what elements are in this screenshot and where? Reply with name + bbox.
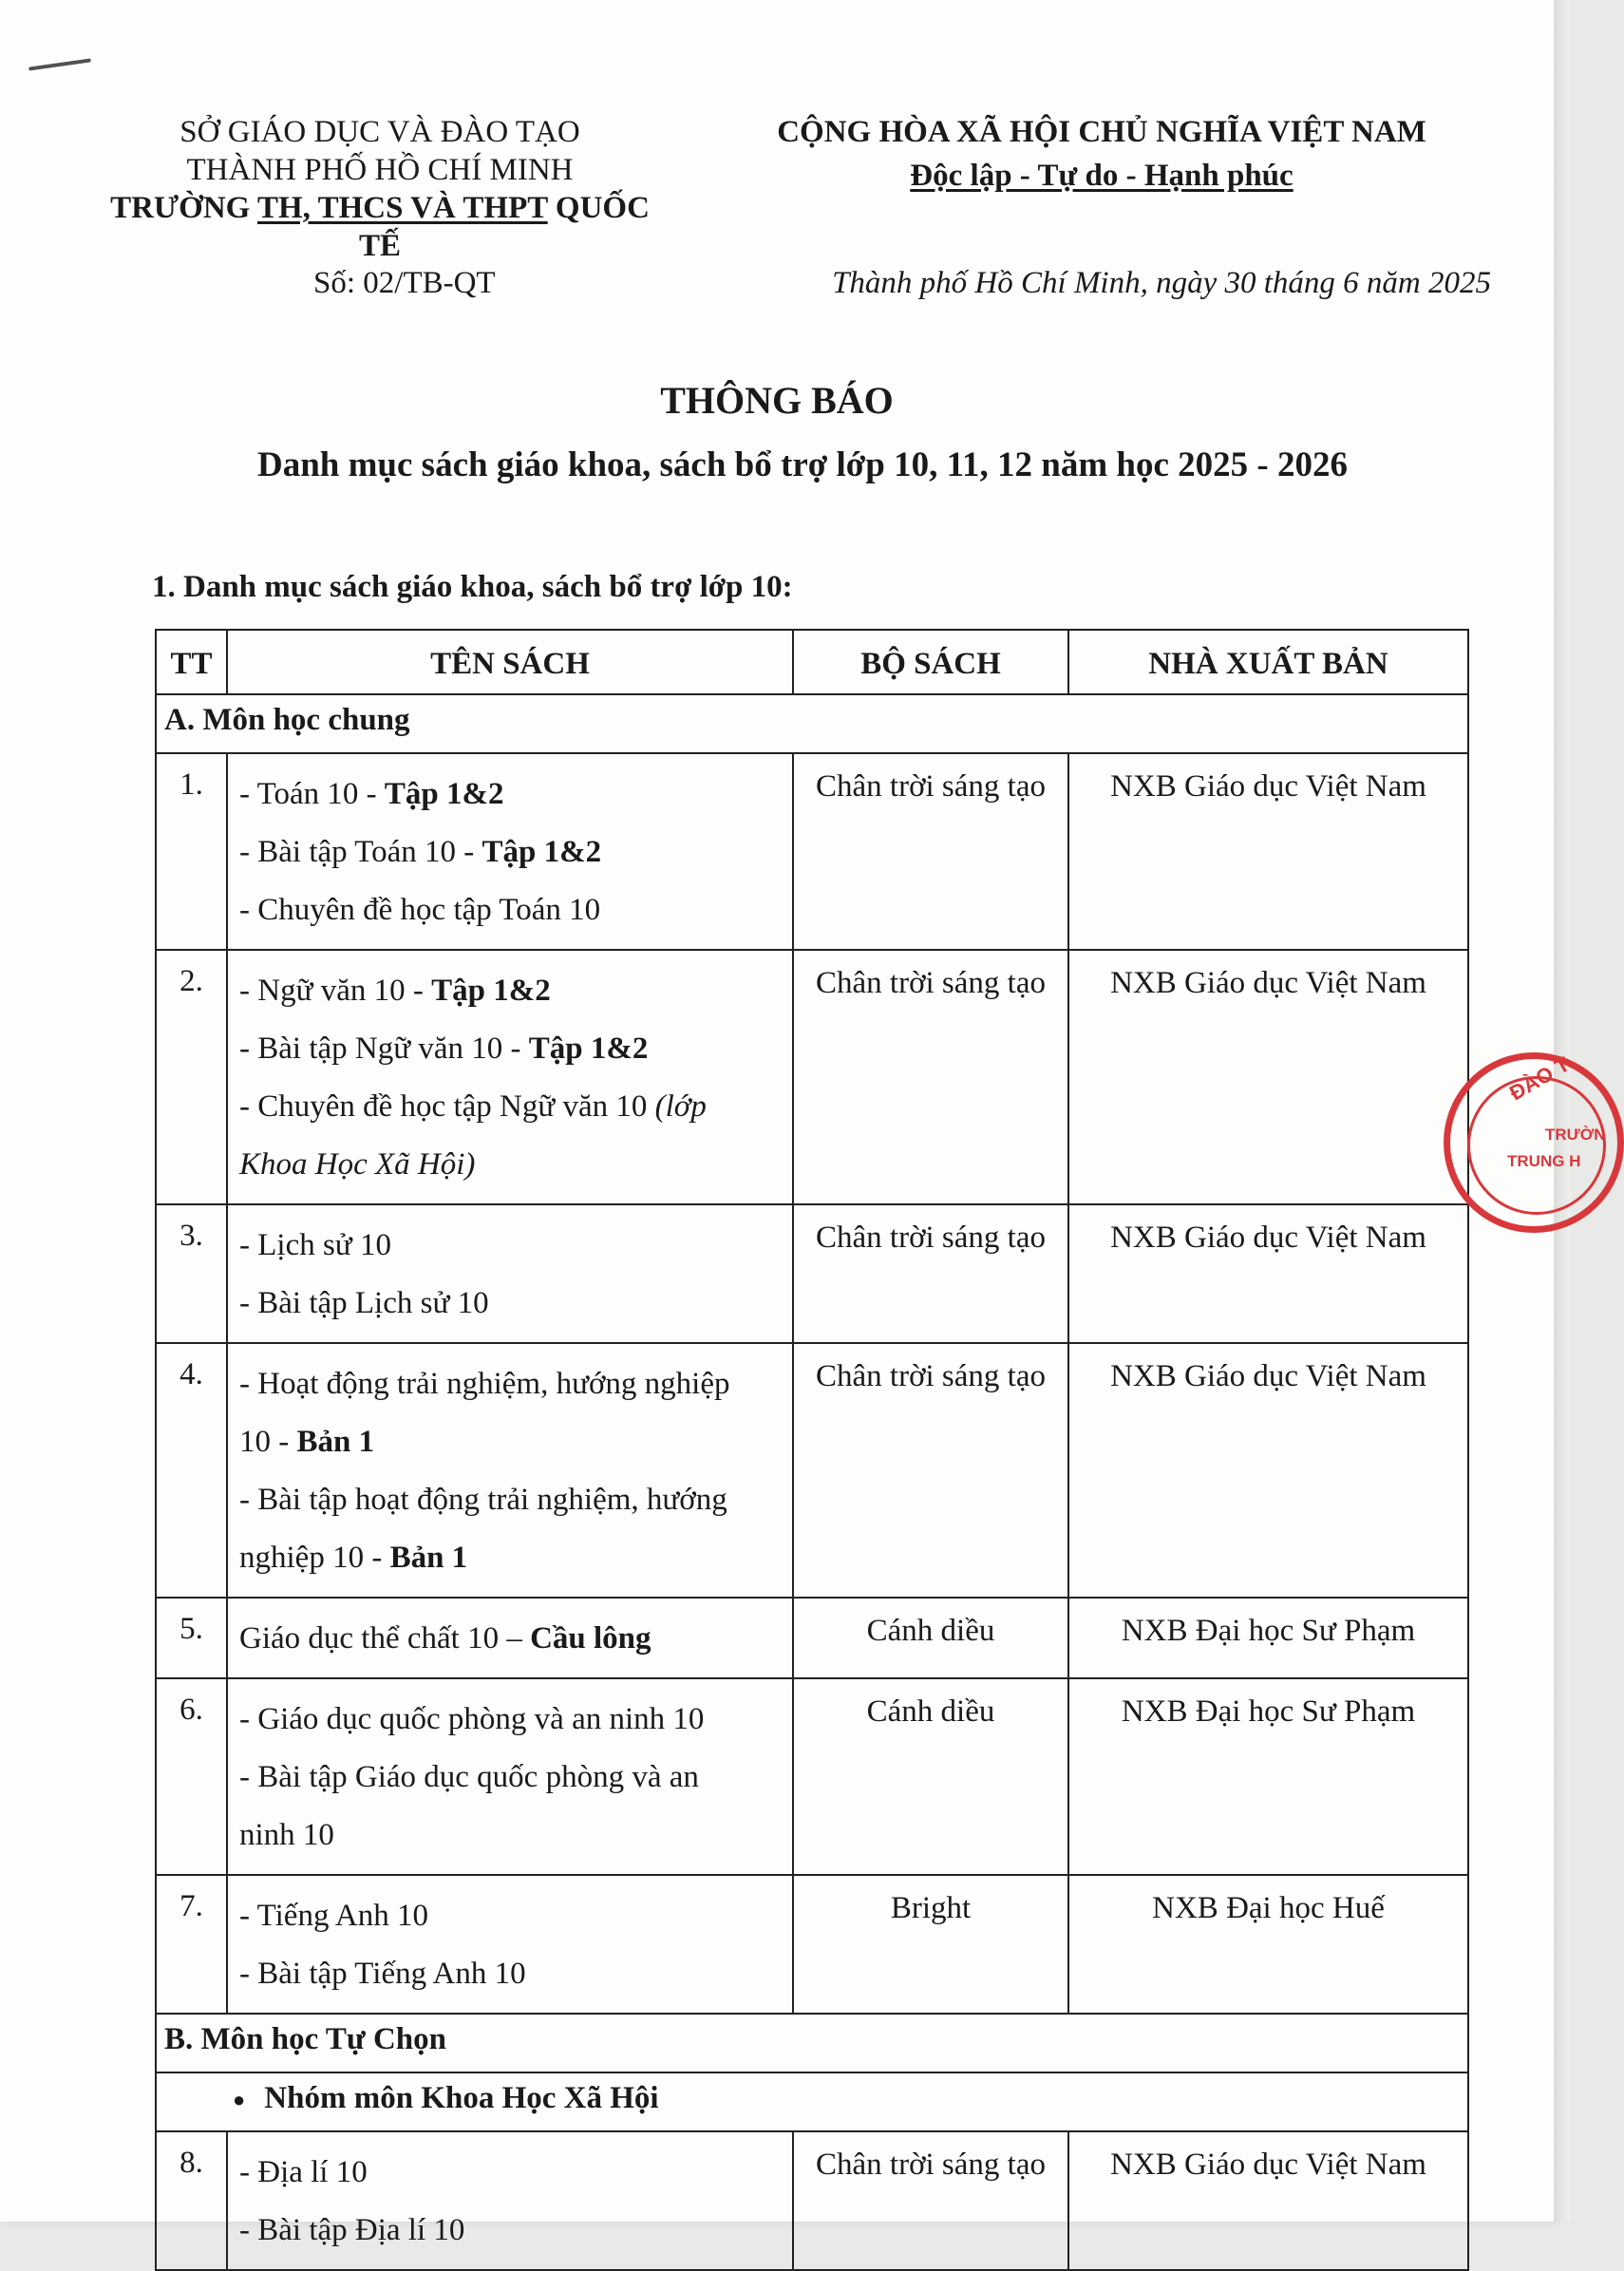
book-line-volume: Tập 1&2 bbox=[482, 835, 602, 869]
row-number: 8. bbox=[156, 2131, 227, 2270]
publisher: NXB Giáo dục Việt Nam bbox=[1068, 753, 1468, 950]
row-number: 3. bbox=[156, 1204, 227, 1343]
subgroup-row bbox=[156, 2072, 1468, 2131]
row-number: 5. bbox=[156, 1598, 227, 1678]
book-names bbox=[227, 1875, 793, 2014]
book-set: Chân trời sáng tạo bbox=[793, 2131, 1068, 2270]
publisher: NXB Giáo dục Việt Nam bbox=[1068, 950, 1468, 1204]
book-line bbox=[239, 1807, 783, 1864]
book-line bbox=[239, 1275, 783, 1333]
table-row bbox=[156, 1875, 1468, 2014]
publisher: NXB Đại học Huế bbox=[1068, 1875, 1468, 2014]
book-line bbox=[239, 1749, 783, 1807]
book-line-volume: Bản 1 bbox=[389, 1541, 468, 1575]
book-line-volume: Tập 1&2 bbox=[384, 777, 504, 811]
book-line-note: (lớp bbox=[654, 1089, 707, 1124]
book-line-volume: Cầu lông bbox=[530, 1621, 651, 1656]
book-line-text: 10 - bbox=[239, 1425, 297, 1459]
table-row bbox=[156, 950, 1468, 1204]
page-title: THÔNG BÁO bbox=[660, 379, 894, 422]
stamp-text-mid: TRƯỜN bbox=[1545, 1126, 1606, 1144]
book-line bbox=[239, 1610, 783, 1668]
school-name bbox=[95, 190, 665, 263]
book-line bbox=[239, 1691, 783, 1749]
national-title: CỘNG HÒA XÃ HỘI CHỦ NGHĨA VIỆT NAM bbox=[777, 115, 1426, 149]
book-set: Bright bbox=[793, 1875, 1068, 2014]
bullet-icon: ● bbox=[233, 2088, 246, 2112]
col-header-name: TÊN SÁCH bbox=[227, 630, 793, 694]
col-header-tt: TT bbox=[156, 630, 227, 694]
publisher: NXB Đại học Sư Phạm bbox=[1068, 1598, 1468, 1678]
book-names bbox=[227, 1343, 793, 1598]
book-line-volume: Tập 1&2 bbox=[431, 974, 551, 1008]
book-line bbox=[239, 1078, 783, 1136]
publisher: NXB Giáo dục Việt Nam bbox=[1068, 2131, 1468, 2270]
school-suffix: QUỐC TẾ bbox=[358, 191, 650, 263]
book-names bbox=[227, 1204, 793, 1343]
book-line-text: - Tiếng Anh 10 bbox=[239, 1899, 428, 1933]
school-prefix: TRƯỜNG bbox=[110, 191, 257, 225]
book-line-text: nghiệp 10 - bbox=[239, 1541, 390, 1575]
table-row bbox=[156, 1204, 1468, 1343]
book-set: Chân trời sáng tạo bbox=[793, 950, 1068, 1204]
header-left bbox=[95, 114, 665, 263]
book-set: Chân trời sáng tạo bbox=[793, 753, 1068, 950]
book-set: Chân trời sáng tạo bbox=[793, 1204, 1068, 1343]
subgroup-label bbox=[156, 2072, 1468, 2131]
row-number: 1. bbox=[156, 753, 227, 950]
book-names bbox=[227, 950, 793, 1204]
subgroup-text: Nhóm môn Khoa Học Xã Hội bbox=[264, 2081, 659, 2115]
stamp-text-low: TRUNG H bbox=[1507, 1152, 1581, 1170]
book-line bbox=[239, 1020, 783, 1078]
book-names bbox=[227, 1598, 793, 1678]
book-line bbox=[239, 881, 783, 939]
table-header-row bbox=[156, 630, 1468, 694]
row-number: 6. bbox=[156, 1678, 227, 1875]
book-line bbox=[239, 1413, 783, 1471]
book-line-text: - Toán 10 - bbox=[239, 777, 385, 811]
book-line-text: - Bài tập Giáo dục quốc phòng và an bbox=[239, 1760, 699, 1794]
book-line-text: - Bài tập Ngữ văn 10 - bbox=[239, 1031, 529, 1066]
table-row bbox=[156, 753, 1468, 950]
book-line-volume: Tập 1&2 bbox=[528, 1031, 649, 1066]
book-table bbox=[155, 629, 1469, 2271]
group-row bbox=[156, 694, 1468, 753]
book-line-text: - Hoạt động trải nghiệm, hướng nghiệp bbox=[239, 1367, 730, 1401]
place-date: Thành phố Hồ Chí Minh, ngày 30 tháng 6 năm 2025 bbox=[832, 266, 1491, 300]
book-line bbox=[239, 823, 783, 881]
book-line bbox=[239, 2202, 783, 2260]
book-set: Chân trời sáng tạo bbox=[793, 1343, 1068, 1598]
header-right bbox=[760, 114, 1444, 201]
book-line-volume: Bản 1 bbox=[296, 1425, 375, 1459]
book-line-text: - Bài tập hoạt động trải nghiệm, hướng bbox=[239, 1483, 727, 1517]
section-heading: 1. Danh mục sách giáo khoa, sách bổ trợ lớp 10: bbox=[152, 570, 793, 604]
row-number: 2. bbox=[156, 950, 227, 1204]
book-line bbox=[239, 2144, 783, 2202]
book-line-text: - Lịch sử 10 bbox=[239, 1228, 391, 1262]
book-line bbox=[239, 1529, 783, 1587]
page-subtitle: Danh mục sách giáo khoa, sách bổ trợ lớp 10, 11, 12 năm học 2025 - 2026 bbox=[256, 445, 1348, 484]
book-line bbox=[239, 1217, 783, 1275]
group-row bbox=[156, 2014, 1468, 2072]
book-line-text: - Bài tập Lịch sử 10 bbox=[239, 1286, 489, 1320]
book-line bbox=[239, 1945, 783, 2003]
table-row bbox=[156, 1343, 1468, 1598]
book-names bbox=[227, 753, 793, 950]
book-line bbox=[239, 1471, 783, 1529]
school-levels: TH, THCS VÀ THPT bbox=[257, 191, 548, 225]
table-row bbox=[156, 1678, 1468, 1875]
table-row bbox=[156, 1598, 1468, 1678]
national-motto bbox=[760, 158, 1444, 201]
school-stamp bbox=[1444, 1052, 1624, 1233]
book-line-text: - Bài tập Địa lí 10 bbox=[239, 2213, 465, 2247]
book-line bbox=[239, 962, 783, 1020]
row-number: 4. bbox=[156, 1343, 227, 1598]
book-line-text: ninh 10 bbox=[239, 1818, 334, 1852]
book-line-text: - Giáo dục quốc phòng và an ninh 10 bbox=[239, 1702, 705, 1736]
book-line bbox=[239, 766, 783, 823]
book-line-text: - Bài tập Tiếng Anh 10 bbox=[239, 1957, 526, 1991]
publisher: NXB Giáo dục Việt Nam bbox=[1068, 1204, 1468, 1343]
book-line-text: - Chuyên đề học tập Ngữ văn 10 bbox=[239, 1089, 655, 1124]
stamp-inner-ring bbox=[1467, 1076, 1606, 1215]
book-line-note: Khoa Học Xã Hội) bbox=[239, 1147, 476, 1182]
book-line-text: - Địa lí 10 bbox=[239, 2155, 368, 2189]
stamp-text-top: ĐÀO T bbox=[1505, 1051, 1574, 1106]
book-line bbox=[239, 1355, 783, 1413]
book-names bbox=[227, 2131, 793, 2270]
book-set: Cánh diều bbox=[793, 1678, 1068, 1875]
group-b-label: B. Môn học Tự Chọn bbox=[156, 2014, 1468, 2072]
publisher: NXB Đại học Sư Phạm bbox=[1068, 1678, 1468, 1875]
book-line bbox=[239, 1887, 783, 1945]
row-number: 7. bbox=[156, 1875, 227, 2014]
publisher: NXB Giáo dục Việt Nam bbox=[1068, 1343, 1468, 1598]
dept-name: SỞ GIÁO DỤC VÀ ĐÀO TẠO bbox=[179, 115, 580, 149]
book-line bbox=[239, 1136, 783, 1194]
city-name: THÀNH PHỐ HỒ CHÍ MINH bbox=[186, 153, 574, 187]
doc-number: Số: 02/TB-QT bbox=[313, 266, 496, 300]
motto-text: Độc lập - Tự do - Hạnh phúc bbox=[910, 159, 1294, 193]
book-line-text: - Ngữ văn 10 - bbox=[239, 974, 432, 1008]
book-names bbox=[227, 1678, 793, 1875]
book-line-text: - Bài tập Toán 10 - bbox=[239, 835, 482, 869]
group-a-label: A. Môn học chung bbox=[156, 694, 1468, 753]
book-line-text: Giáo dục thể chất 10 – bbox=[239, 1621, 531, 1656]
col-header-set: BỘ SÁCH bbox=[793, 630, 1068, 694]
col-header-publisher: NHÀ XUẤT BẢN bbox=[1068, 630, 1468, 694]
table-row bbox=[156, 2131, 1468, 2270]
book-set: Cánh diều bbox=[793, 1598, 1068, 1678]
book-line-text: - Chuyên đề học tập Toán 10 bbox=[239, 893, 601, 927]
